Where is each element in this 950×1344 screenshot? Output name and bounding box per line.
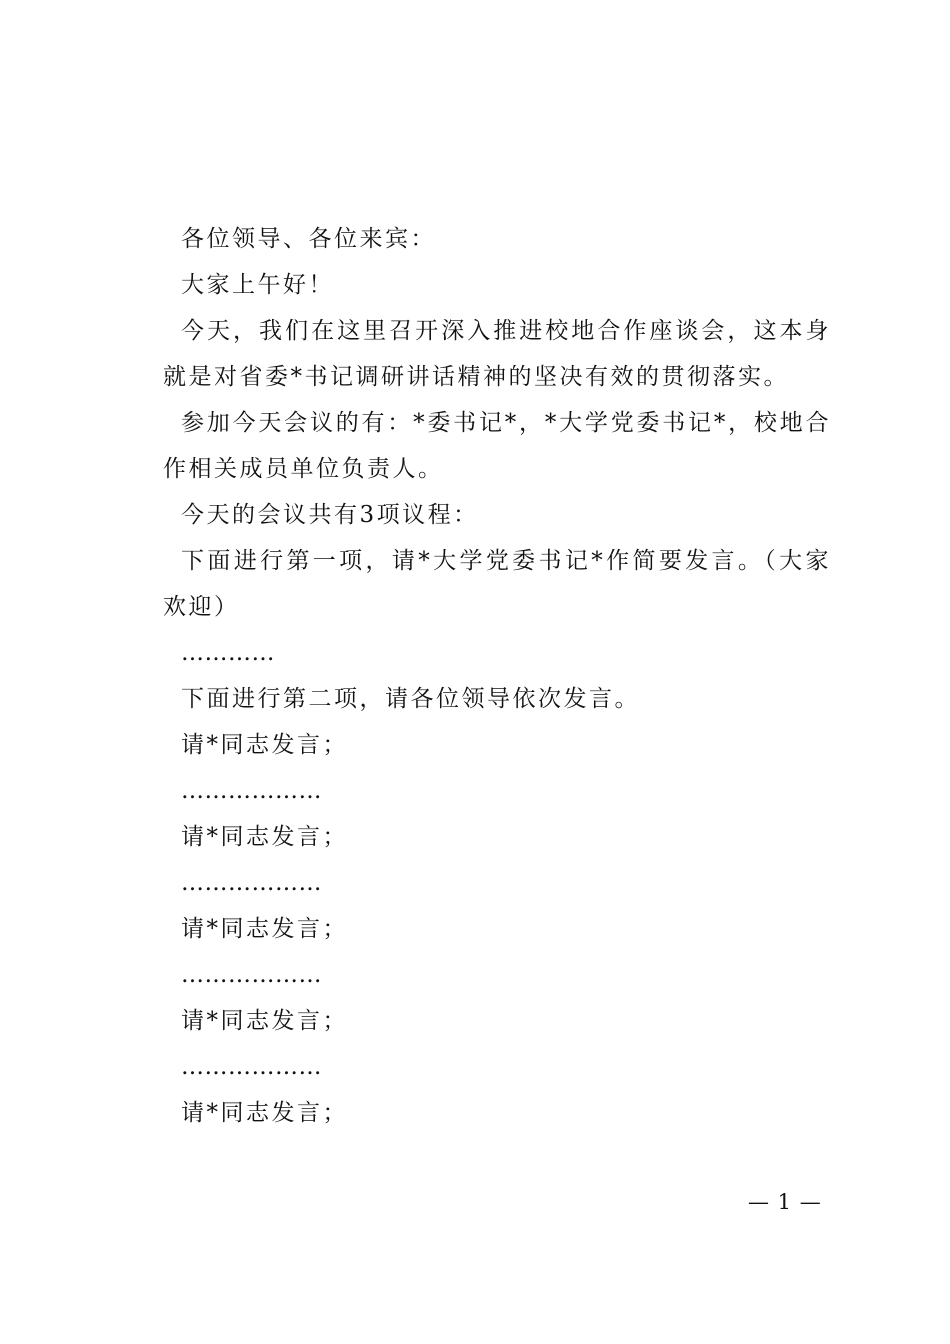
document-body [163,216,831,1136]
speaker-line: 请*同志发言； [181,1008,348,1034]
speaker-line: 请*同志发言； [181,916,348,942]
ellipsis-line: ……………… [181,778,322,804]
agenda-intro: 今天的会议共有3项议程： [181,502,479,528]
ellipsis-line: ……………… [181,1054,322,1080]
attendees-paragraph: 参加今天会议的有：*委书记*，*大学党委书记*，校地合作相关成员单位负责人。 [163,410,831,482]
ellipsis-line: ……………… [181,962,322,988]
opening-paragraph: 今天，我们在这里召开深入推进校地合作座谈会，这本身就是对省委*书记调研讲话精神的坚决有效的贯彻落实。 [163,318,831,390]
greeting: 大家上午好！ [181,272,334,298]
page-number: — 1 — [748,1190,822,1214]
agenda-item-2: 下面进行第二项，请各位领导依次发言。 [181,686,640,712]
salutation: 各位领导、各位来宾： [181,226,436,252]
speaker-line: 请*同志发言； [181,732,348,758]
speaker-line: 请*同志发言； [181,824,348,850]
ellipsis-line: ………… [181,640,275,666]
ellipsis-line: ……………… [181,870,322,896]
agenda-item-1: 下面进行第一项，请*大学党委书记*作简要发言。（大家欢迎） [163,548,831,620]
speaker-line: 请*同志发言； [181,1100,348,1126]
